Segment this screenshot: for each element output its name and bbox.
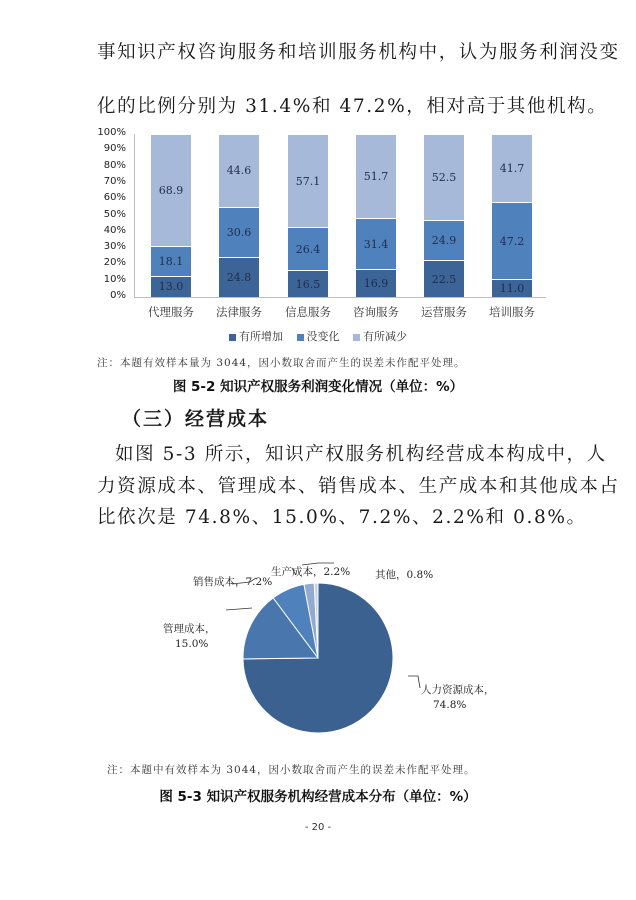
x-category-label: 运营服务 [421, 305, 467, 319]
bar-segment: 30.6 [219, 207, 259, 257]
y-tick-label: 100% [97, 127, 126, 138]
y-tick-label: 40% [103, 224, 126, 236]
x-category-label: 信息服务 [285, 305, 331, 319]
x-category-label: 咨询服务 [353, 305, 399, 319]
page-number: - 20 - [304, 822, 332, 833]
section-heading: （三）经营成本 [122, 408, 270, 430]
legend-label: 有所减少 [363, 330, 407, 343]
bar-segment: 52.5 [424, 134, 464, 220]
pie-label-management-value: 15.0% [175, 638, 209, 650]
y-tick-label: 70% [103, 175, 126, 187]
pie-label-hr-value: 74.8% [433, 699, 467, 711]
pie-label-sales: 销售成本，7.2% [193, 576, 273, 588]
y-tick-label: 20% [103, 257, 126, 269]
pie-label-management: 管理成本， [163, 623, 216, 635]
intro-line-1: 事知识产权咨询服务和培训服务机构中，认为服务利润没变 [97, 42, 620, 63]
section-para-line-3: 比依次是 74.8%、15.0%、7.2%、2.2%和 0.8%。 [97, 507, 587, 528]
y-tick-label: 50% [103, 208, 126, 220]
bar-segment: 16.5 [288, 270, 328, 297]
bar-segment: 18.1 [151, 246, 191, 276]
y-tick-label: 0% [110, 290, 126, 301]
y-tick-label: 10% [103, 273, 126, 285]
bar-segment: 22.5 [424, 260, 464, 297]
x-category-label: 法律服务 [216, 305, 262, 319]
figure1-note: 注：本题有效样本量为 3044，因小数取舍而产生的误差未作配平处理。 [97, 357, 466, 369]
figure2-note: 注：本题中有效样本为 3044，因小数取舍而产生的误差未作配平处理。 [107, 764, 476, 776]
section-para-line-1: 如图 5-3 所示，知识产权服务机构经营成本构成中，人 [115, 444, 607, 465]
bar-segment: 47.2 [492, 202, 532, 279]
y-tick-label: 60% [103, 192, 126, 204]
y-tick-label: 30% [103, 241, 126, 253]
x-category-label: 培训服务 [489, 305, 535, 319]
section-para-line-2: 力资源成本、管理成本、销售成本、生产成本和其他成本占 [97, 476, 620, 497]
bar-segment: 11.0 [492, 279, 532, 297]
bar-segment: 41.7 [492, 134, 532, 202]
pie-label-hr: 人力资源成本， [421, 684, 495, 696]
y-tick-label: 90% [103, 143, 126, 155]
bar-segment: 44.6 [219, 134, 259, 207]
intro-line-2: 化的比例分别为 31.4%和 47.2%，相对高于其他机构。 [97, 96, 608, 117]
pie-label-other: 其他，0.8% [375, 569, 434, 581]
bar-segment: 51.7 [356, 134, 396, 218]
y-tick-label: 80% [103, 159, 126, 171]
bar-segment: 68.9 [151, 134, 191, 246]
bar-segment: 24.9 [424, 220, 464, 261]
legend-label: 没变化 [306, 330, 340, 343]
figure2-caption: 图 5-3 知识产权服务机构经营成本分布（单位：%） [159, 789, 477, 805]
x-category-label: 代理服务 [148, 305, 194, 319]
bar-segment: 24.8 [219, 257, 259, 297]
bar-segment: 13.0 [151, 276, 191, 297]
bar-segment: 26.4 [288, 227, 328, 270]
bar-segment: 16.9 [356, 269, 396, 297]
bar-segment: 57.1 [288, 134, 328, 227]
legend-label: 有所增加 [239, 330, 283, 343]
pie-label-production: 生产成本，2.2% [271, 566, 351, 578]
figure1-caption: 图 5-2 知识产权服务利润变化情况（单位：%） [172, 379, 464, 395]
bar-segment: 31.4 [356, 218, 396, 269]
